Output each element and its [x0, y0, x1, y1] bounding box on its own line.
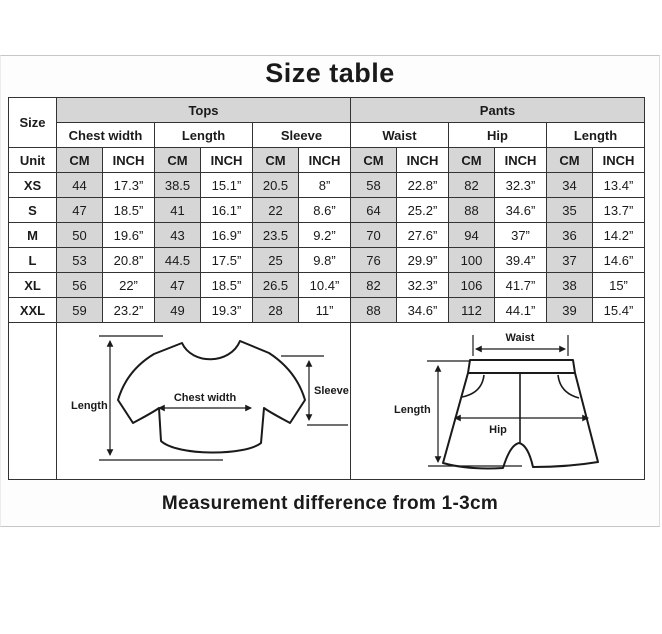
- inch-header-cell: INCH: [299, 148, 351, 173]
- inch-header-cell: INCH: [397, 148, 449, 173]
- inch-value-cell: 27.6”: [397, 223, 449, 248]
- measurement-arrows: [427, 335, 588, 466]
- pants-group-header: Pants: [351, 98, 645, 123]
- inch-value-cell: 29.9”: [397, 248, 449, 273]
- cm-value-cell: 44: [57, 173, 103, 198]
- col-waist: Waist: [351, 123, 449, 148]
- cm-value-cell: 58: [351, 173, 397, 198]
- col-chest-width: Chest width: [57, 123, 155, 148]
- cm-value-cell: 112: [449, 298, 495, 323]
- pants-length-label: Length: [393, 404, 431, 416]
- shorts-outline: [443, 360, 598, 468]
- cm-value-cell: 25: [253, 248, 299, 273]
- col-tops-length: Length: [155, 123, 253, 148]
- inch-value-cell: 10.4”: [299, 273, 351, 298]
- col-sleeve: Sleeve: [253, 123, 351, 148]
- inch-value-cell: 41.7”: [495, 273, 547, 298]
- cm-header-cell: CM: [351, 148, 397, 173]
- shorts-measurement-diagram: [352, 323, 644, 476]
- size-table: [8, 97, 645, 480]
- inch-value-cell: 15”: [593, 273, 645, 298]
- inch-value-cell: 9.2”: [299, 223, 351, 248]
- inch-value-cell: 22”: [103, 273, 155, 298]
- cm-value-cell: 43: [155, 223, 201, 248]
- inch-value-cell: 8”: [299, 173, 351, 198]
- cm-value-cell: 47: [155, 273, 201, 298]
- inch-value-cell: 20.8”: [103, 248, 155, 273]
- empty-cell: [9, 323, 57, 480]
- cm-value-cell: 26.5: [253, 273, 299, 298]
- group-header-row: [9, 98, 645, 123]
- hip-label: Hip: [488, 424, 507, 436]
- diagram-row: [9, 323, 645, 480]
- unit-row: [9, 148, 645, 173]
- cm-value-cell: 22: [253, 198, 299, 223]
- inch-header-cell: INCH: [201, 148, 253, 173]
- cm-value-cell: 38.5: [155, 173, 201, 198]
- inch-value-cell: 8.6”: [299, 198, 351, 223]
- cm-value-cell: 37: [547, 248, 593, 273]
- inch-value-cell: 17.5”: [201, 248, 253, 273]
- cm-value-cell: 64: [351, 198, 397, 223]
- inch-value-cell: 37”: [495, 223, 547, 248]
- cm-value-cell: 28: [253, 298, 299, 323]
- size-chart-panel: [0, 55, 660, 527]
- inch-value-cell: 18.5”: [103, 198, 155, 223]
- tshirt-measurement-diagram: [59, 323, 349, 476]
- inch-value-cell: 22.8”: [397, 173, 449, 198]
- inch-value-cell: 34.6”: [397, 298, 449, 323]
- inch-value-cell: 14.2”: [593, 223, 645, 248]
- table-row: [9, 223, 645, 248]
- inch-value-cell: 17.3”: [103, 173, 155, 198]
- unit-label-cell: Unit: [9, 148, 57, 173]
- cm-value-cell: 88: [351, 298, 397, 323]
- inch-value-cell: 16.1”: [201, 198, 253, 223]
- cm-header-cell: CM: [57, 148, 103, 173]
- inch-value-cell: 11”: [299, 298, 351, 323]
- cm-value-cell: 20.5: [253, 173, 299, 198]
- cm-header-cell: CM: [547, 148, 593, 173]
- chest-width-label: Chest width: [173, 392, 236, 404]
- cm-header-cell: CM: [155, 148, 201, 173]
- cm-value-cell: 106: [449, 273, 495, 298]
- cm-value-cell: 56: [57, 273, 103, 298]
- col-pants-length: Length: [547, 123, 645, 148]
- inch-header-cell: INCH: [495, 148, 547, 173]
- cm-value-cell: 47: [57, 198, 103, 223]
- sleeve-label: Sleeve: [313, 385, 349, 397]
- cm-value-cell: 70: [351, 223, 397, 248]
- size-label: XL: [9, 273, 57, 298]
- size-label: M: [9, 223, 57, 248]
- cm-value-cell: 36: [547, 223, 593, 248]
- pants-diagram-cell: [351, 323, 645, 480]
- cm-value-cell: 100: [449, 248, 495, 273]
- inch-header-cell: INCH: [593, 148, 645, 173]
- inch-value-cell: 18.5”: [201, 273, 253, 298]
- table-row: [9, 198, 645, 223]
- size-label: S: [9, 198, 57, 223]
- inch-value-cell: 19.6”: [103, 223, 155, 248]
- cm-value-cell: 59: [57, 298, 103, 323]
- inch-value-cell: 13.7”: [593, 198, 645, 223]
- inch-value-cell: 23.2”: [103, 298, 155, 323]
- table-row: [9, 173, 645, 198]
- cm-value-cell: 94: [449, 223, 495, 248]
- inch-value-cell: 32.3”: [495, 173, 547, 198]
- cm-value-cell: 23.5: [253, 223, 299, 248]
- cm-value-cell: 34: [547, 173, 593, 198]
- cm-value-cell: 35: [547, 198, 593, 223]
- tops-diagram-cell: [57, 323, 351, 480]
- tops-length-label: Length: [70, 400, 108, 412]
- size-corner-cell: Size: [9, 98, 57, 148]
- inch-value-cell: 14.6”: [593, 248, 645, 273]
- cm-value-cell: 44.5: [155, 248, 201, 273]
- waist-label: Waist: [505, 332, 534, 344]
- size-label: XS: [9, 173, 57, 198]
- cm-value-cell: 53: [57, 248, 103, 273]
- cm-value-cell: 38: [547, 273, 593, 298]
- inch-value-cell: 19.3”: [201, 298, 253, 323]
- inch-value-cell: 39.4”: [495, 248, 547, 273]
- inch-value-cell: 13.4”: [593, 173, 645, 198]
- inch-value-cell: 15.1”: [201, 173, 253, 198]
- cm-header-cell: CM: [449, 148, 495, 173]
- cm-header-cell: CM: [253, 148, 299, 173]
- cm-value-cell: 41: [155, 198, 201, 223]
- inch-value-cell: 16.9”: [201, 223, 253, 248]
- cm-value-cell: 88: [449, 198, 495, 223]
- inch-value-cell: 34.6”: [495, 198, 547, 223]
- inch-value-cell: 44.1”: [495, 298, 547, 323]
- col-hip: Hip: [449, 123, 547, 148]
- cm-value-cell: 82: [449, 173, 495, 198]
- tops-group-header: Tops: [57, 98, 351, 123]
- inch-header-cell: INCH: [103, 148, 155, 173]
- cm-value-cell: 50: [57, 223, 103, 248]
- inch-value-cell: 25.2”: [397, 198, 449, 223]
- footer-note: Measurement difference from 1-3cm: [161, 493, 499, 514]
- table-row: [9, 273, 645, 298]
- page-title: Size table: [265, 58, 395, 88]
- table-row: [9, 248, 645, 273]
- cm-value-cell: 39: [547, 298, 593, 323]
- cm-value-cell: 76: [351, 248, 397, 273]
- measure-header-row: [9, 123, 645, 148]
- cm-value-cell: 82: [351, 273, 397, 298]
- size-label: XXL: [9, 298, 57, 323]
- table-row: [9, 298, 645, 323]
- inch-value-cell: 32.3”: [397, 273, 449, 298]
- size-label: L: [9, 248, 57, 273]
- inch-value-cell: 15.4”: [593, 298, 645, 323]
- cm-value-cell: 49: [155, 298, 201, 323]
- inch-value-cell: 9.8”: [299, 248, 351, 273]
